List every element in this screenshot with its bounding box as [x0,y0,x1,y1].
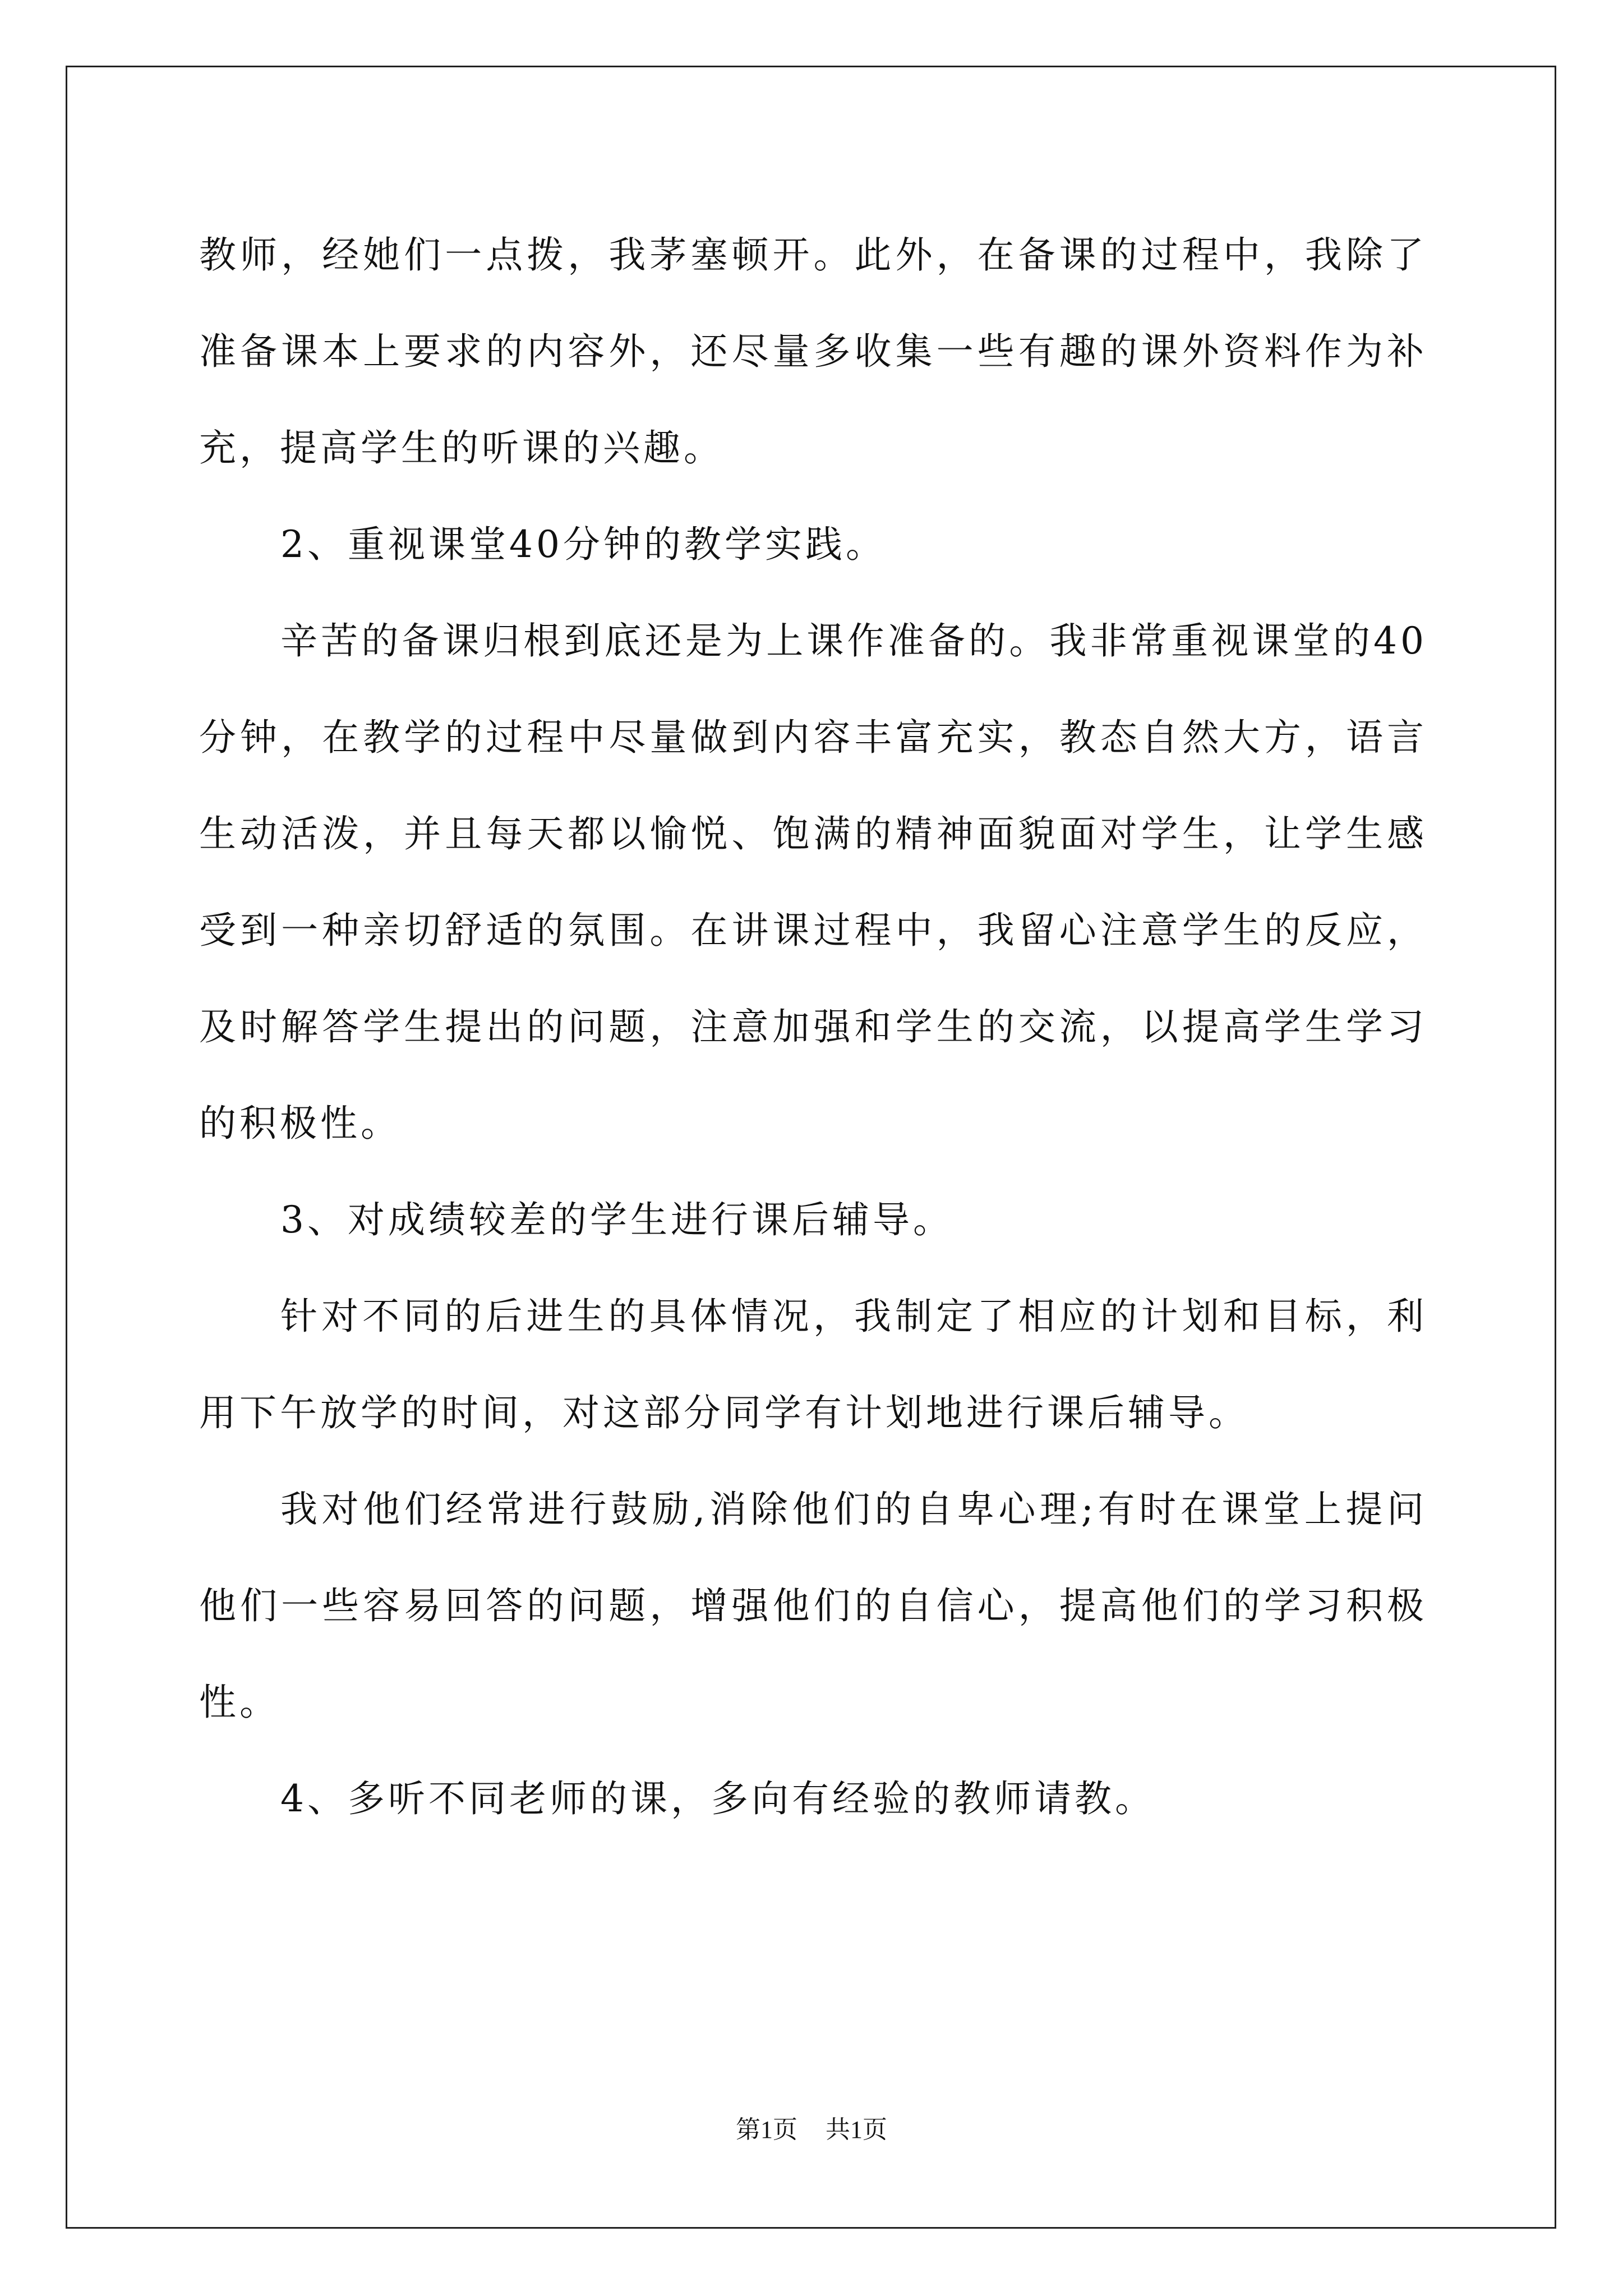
document-body [199,207,1427,1847]
page-footer [0,2109,1623,2145]
page-number-current: 第1页 [736,2116,797,2143]
page-number-total: 共1页 [826,2116,887,2143]
paragraph-2-heading: 2、重视课堂40分钟的教学实践。 [280,523,886,566]
paragraph-6: 我对他们经常进行鼓励,消除他们的自卑心理;有时在课堂上提问他们一些容易回答的问题，增强他们的自信心，提高他们的学习积极性。 [199,1488,1427,1724]
paragraph-1: 教师，经她们一点拨，我茅塞顿开。此外，在备课的过程中，我除了准备课本上要求的内容外，还尽量多收集一些有趣的课外资料作为补充，提高学生的听课的兴趣。 [199,233,1427,470]
paragraph-4-heading: 3、对成绩较差的学生进行课后辅导。 [280,1198,953,1241]
paragraph-3: 辛苦的备课归根到底还是为上课作准备的。我非常重视课堂的40分钟，在教学的过程中尽量做到内容丰富充实，教态自然大方，语言生动活泼，并且每天都以愉悦、饱满的精神面貌面对学生，让学生感受到一种亲切舒适的氛围。在讲课过程中，我留心注意学生的反应，及时解答学生提出的问题，注意加强和学生的交流，以提高学生学习的积极性。 [199,619,1427,1145]
paragraph-5: 针对不同的后进生的具体情况，我制定了相应的计划和目标，利用下午放学的时间，对这部分同学有计划地进行课后辅导。 [199,1295,1427,1434]
paragraph-7-heading: 4、多听不同老师的课，多向有经验的教师请教。 [280,1777,1155,1820]
